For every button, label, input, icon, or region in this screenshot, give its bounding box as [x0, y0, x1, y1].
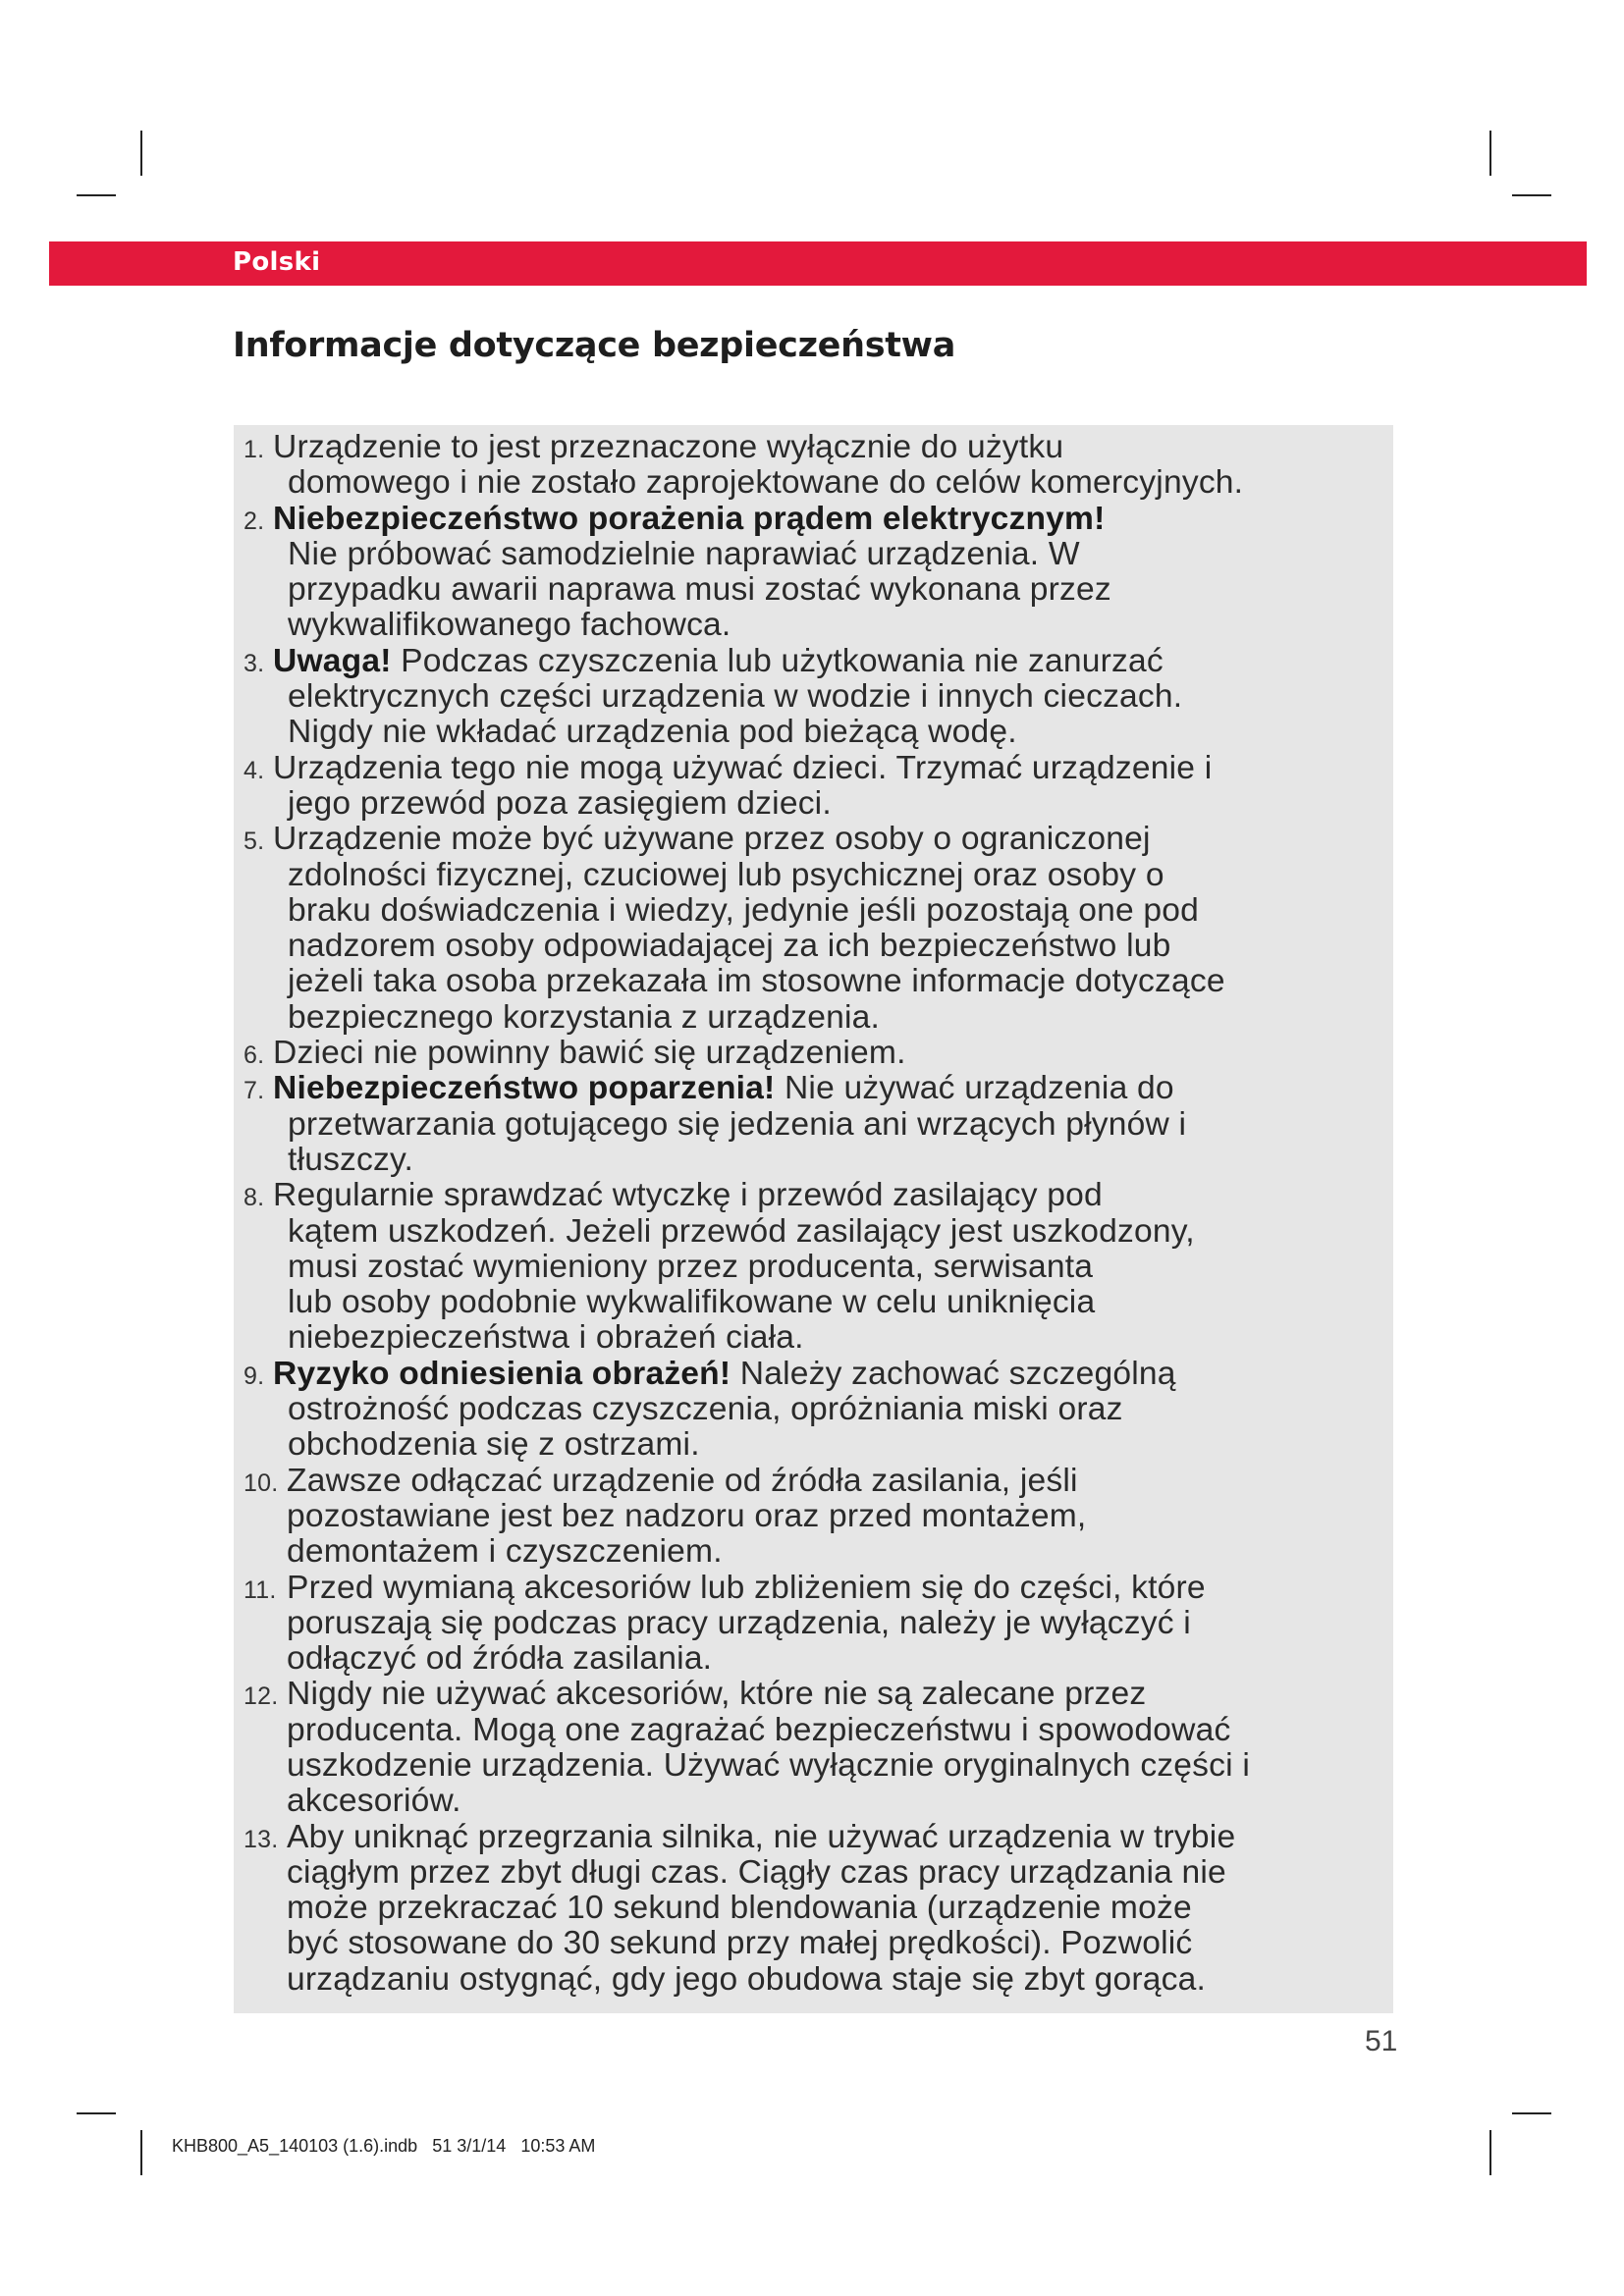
safety-item-2 [244, 502, 1388, 644]
safety-item-line [287, 1677, 1388, 1712]
crop-mark-bottom-left-vertical [140, 2130, 142, 2175]
safety-item-4 [244, 751, 1388, 823]
crop-mark-bottom-left-horizontal [77, 2112, 116, 2114]
safety-text: Aby uniknąć przegrzania silnika, nie używać urządzenia w trybie [287, 1818, 1236, 1855]
safety-instructions-list [244, 430, 1388, 1998]
safety-item-line [273, 537, 1388, 572]
safety-text: jeżeli taka osoba przekazała im stosowne informacje dotyczące [288, 963, 1225, 1000]
safety-item-line [273, 502, 1388, 537]
safety-item-number: 8. [244, 1184, 265, 1212]
safety-item-line [287, 1713, 1388, 1748]
safety-item-number: 13. [244, 1825, 279, 1853]
safety-text: Urządzenia tego nie mogą używać dzieci. Trzymać urządzenie i [273, 749, 1213, 786]
safety-item-line [273, 751, 1388, 786]
safety-text: Urządzenie może być używane przez osoby o ograniczonej [273, 821, 1151, 858]
safety-item-line [273, 1214, 1388, 1250]
safety-text: producenta. Mogą one zagrażać bezpieczeństwu i spowodować [287, 1711, 1231, 1748]
safety-text: być stosowane do 30 sekund przy małej prędkości). Pozwolić [287, 1925, 1193, 1962]
safety-item-line [273, 1000, 1388, 1036]
safety-item-number: 7. [244, 1077, 265, 1105]
safety-item-line [273, 1107, 1388, 1143]
safety-text: akcesoriów. [287, 1783, 461, 1820]
safety-item-line [287, 1962, 1388, 1998]
crop-mark-top-left-vertical [140, 131, 142, 176]
safety-item-line [287, 1499, 1388, 1534]
safety-text: Przed wymianą akcesoriów lub zbliżeniem się do części, które [287, 1569, 1206, 1606]
safety-text: Należy zachować szczególną [731, 1355, 1176, 1392]
safety-item-number: 10. [244, 1468, 279, 1497]
safety-text: domowego i nie zostało zaprojektowane do celów komercyjnych. [288, 464, 1244, 502]
safety-item-10 [244, 1464, 1388, 1571]
safety-item-line [273, 1320, 1388, 1356]
safety-text: niebezpieczeństwa i obrażeń ciała. [288, 1319, 804, 1357]
safety-text: bezpiecznego korzystania z urządzenia. [288, 998, 881, 1036]
safety-item-line [273, 929, 1388, 964]
safety-item-line [273, 858, 1388, 893]
print-slug-datetime: 3/1/14 10:53 AM [457, 2136, 596, 2156]
warning-heading: Niebezpieczeństwo porażenia prądem elektrycznym! [273, 500, 1106, 537]
safety-item-number: 9. [244, 1362, 265, 1390]
safety-text: demontażem i czyszczeniem. [287, 1533, 723, 1571]
safety-item-7 [244, 1071, 1388, 1178]
safety-text: zdolności fizycznej, czuciowej lub psychicznej oraz osoby o [288, 856, 1164, 893]
safety-text: kątem uszkodzeń. Jeżeli przewód zasilający jest uszkodzony, [288, 1212, 1195, 1250]
safety-text: lub osoby podobnie wykwalifikowane w celu uniknięcia [288, 1284, 1096, 1321]
safety-item-11 [244, 1571, 1388, 1678]
safety-item-number: 6. [244, 1041, 265, 1070]
safety-item-line [273, 644, 1388, 679]
safety-item-line [287, 1748, 1388, 1784]
safety-item-line [287, 1891, 1388, 1926]
safety-item-line [287, 1606, 1388, 1641]
safety-item-line [287, 1855, 1388, 1891]
safety-text: przetwarzania gotującego się jedzenia ani wrzących płynów i [288, 1105, 1187, 1143]
print-slug [172, 2136, 595, 2157]
safety-item-line [287, 1464, 1388, 1499]
safety-text: ostrożność podczas czyszczenia, opróżniania miski oraz [288, 1391, 1123, 1428]
safety-item-number: 2. [244, 507, 265, 535]
safety-text: nadzorem osoby odpowiadającej za ich bezpieczeństwo lub [288, 928, 1171, 965]
safety-text: jego przewód poza zasięgiem dzieci. [288, 784, 832, 822]
safety-text: obchodzenia się z ostrzami. [288, 1426, 700, 1464]
safety-text: Dzieci nie powinny bawić się urządzeniem. [273, 1035, 906, 1072]
safety-item-13 [244, 1820, 1388, 1998]
safety-item-8 [244, 1178, 1388, 1356]
print-slug-file: KHB800_A5_140103 (1.6).indb [172, 2136, 418, 2156]
safety-text: poruszają się podczas pracy urządzenia, należy je wyłączyć i [287, 1604, 1191, 1641]
safety-text: ciągłym przez zbyt długi czas. Ciągły czas pracy urządzania nie [287, 1853, 1226, 1891]
page-number: 51 [1365, 2025, 1398, 2057]
crop-mark-top-left-horizontal [77, 194, 116, 196]
safety-item-line [273, 1143, 1388, 1178]
safety-item-9 [244, 1357, 1388, 1464]
safety-text: Nigdy nie używać akcesoriów, które nie są zalecane przez [287, 1676, 1147, 1713]
crop-mark-top-right-vertical [1489, 131, 1491, 176]
safety-item-number: 3. [244, 649, 265, 677]
safety-item-line [273, 1178, 1388, 1213]
safety-item-6 [244, 1036, 1388, 1071]
crop-mark-top-right-horizontal [1512, 194, 1551, 196]
safety-item-number: 5. [244, 828, 265, 856]
safety-item-line [273, 715, 1388, 750]
safety-item-number: 4. [244, 756, 265, 784]
safety-text: elektrycznych części urządzenia w wodzie i innych cieczach. [288, 678, 1183, 716]
safety-item-number: 11. [244, 1575, 277, 1604]
language-label: Polski [233, 247, 321, 277]
safety-item-line [273, 1357, 1388, 1392]
safety-item-line [273, 608, 1388, 643]
safety-item-line [273, 822, 1388, 857]
warning-heading: Ryzyko odniesienia obrażeń! [273, 1355, 731, 1392]
safety-item-line [287, 1820, 1388, 1855]
safety-item-line [273, 1392, 1388, 1427]
safety-item-line [273, 964, 1388, 999]
safety-text: wykwalifikowanego fachowca. [288, 607, 731, 644]
safety-item-line [273, 1071, 1388, 1106]
safety-item-12 [244, 1677, 1388, 1819]
safety-item-line [273, 786, 1388, 822]
safety-item-5 [244, 822, 1388, 1036]
safety-text: Podczas czyszczenia lub użytkowania nie zanurzać [391, 642, 1164, 679]
page-title: Informacje dotyczące bezpieczeństwa [233, 326, 956, 365]
safety-text: przypadku awarii naprawa musi zostać wykonana przez [288, 571, 1111, 609]
safety-text: może przekraczać 10 sekund blendowania (urządzenie może [287, 1890, 1192, 1927]
safety-item-line [287, 1571, 1388, 1606]
safety-item-number: 1. [244, 436, 265, 463]
warning-heading: Niebezpieczeństwo poparzenia! [273, 1070, 776, 1107]
safety-text: tłuszczy. [288, 1141, 414, 1178]
crop-mark-bottom-right-horizontal [1512, 2112, 1551, 2114]
safety-text: braku doświadczenia i wiedzy, jedynie jeśli pozostają one pod [288, 891, 1200, 929]
safety-item-number: 12. [244, 1682, 279, 1711]
safety-text: pozostawiane jest bez nadzoru oraz przed montażem, [287, 1497, 1087, 1534]
safety-item-line [273, 1250, 1388, 1285]
safety-item-line [273, 465, 1388, 501]
crop-mark-bottom-right-vertical [1489, 2130, 1491, 2175]
safety-text: Nie używać urządzenia do [775, 1070, 1174, 1107]
safety-item-line [273, 679, 1388, 715]
safety-text: musi zostać wymieniony przez producenta, serwisanta [288, 1248, 1094, 1285]
safety-text: odłączyć od źródła zasilania. [287, 1640, 713, 1678]
safety-text: urządzaniu ostygnąć, gdy jego obudowa staje się zbyt gorąca. [287, 1960, 1206, 1998]
safety-item-line [273, 572, 1388, 608]
safety-item-line [273, 1427, 1388, 1463]
safety-text: Regularnie sprawdzać wtyczkę i przewód zasilający pod [273, 1177, 1103, 1214]
warning-heading: Uwaga! [273, 642, 392, 679]
safety-text: Nigdy nie wkładać urządzenia pod bieżącą wodę. [288, 714, 1017, 751]
safety-item-line [273, 1036, 1388, 1071]
safety-text: Urządzenie to jest przeznaczone wyłącznie do użytku [273, 429, 1064, 465]
safety-text: uszkodzenie urządzenia. Używać wyłącznie oryginalnych części i [287, 1746, 1251, 1784]
print-slug-page: 51 [432, 2136, 453, 2156]
safety-item-line [287, 1784, 1388, 1819]
safety-item-line [287, 1534, 1388, 1570]
safety-item-line [273, 893, 1388, 929]
safety-item-line [287, 1926, 1388, 1961]
safety-item-line [273, 1285, 1388, 1320]
safety-item-line [273, 430, 1388, 465]
safety-item-line [287, 1641, 1388, 1677]
safety-item-3 [244, 644, 1388, 751]
safety-text: Nie próbować samodzielnie naprawiać urządzenia. W [288, 535, 1080, 572]
safety-item-1 [244, 430, 1388, 502]
safety-text: Zawsze odłączać urządzenie od źródła zasilania, jeśli [287, 1462, 1078, 1499]
